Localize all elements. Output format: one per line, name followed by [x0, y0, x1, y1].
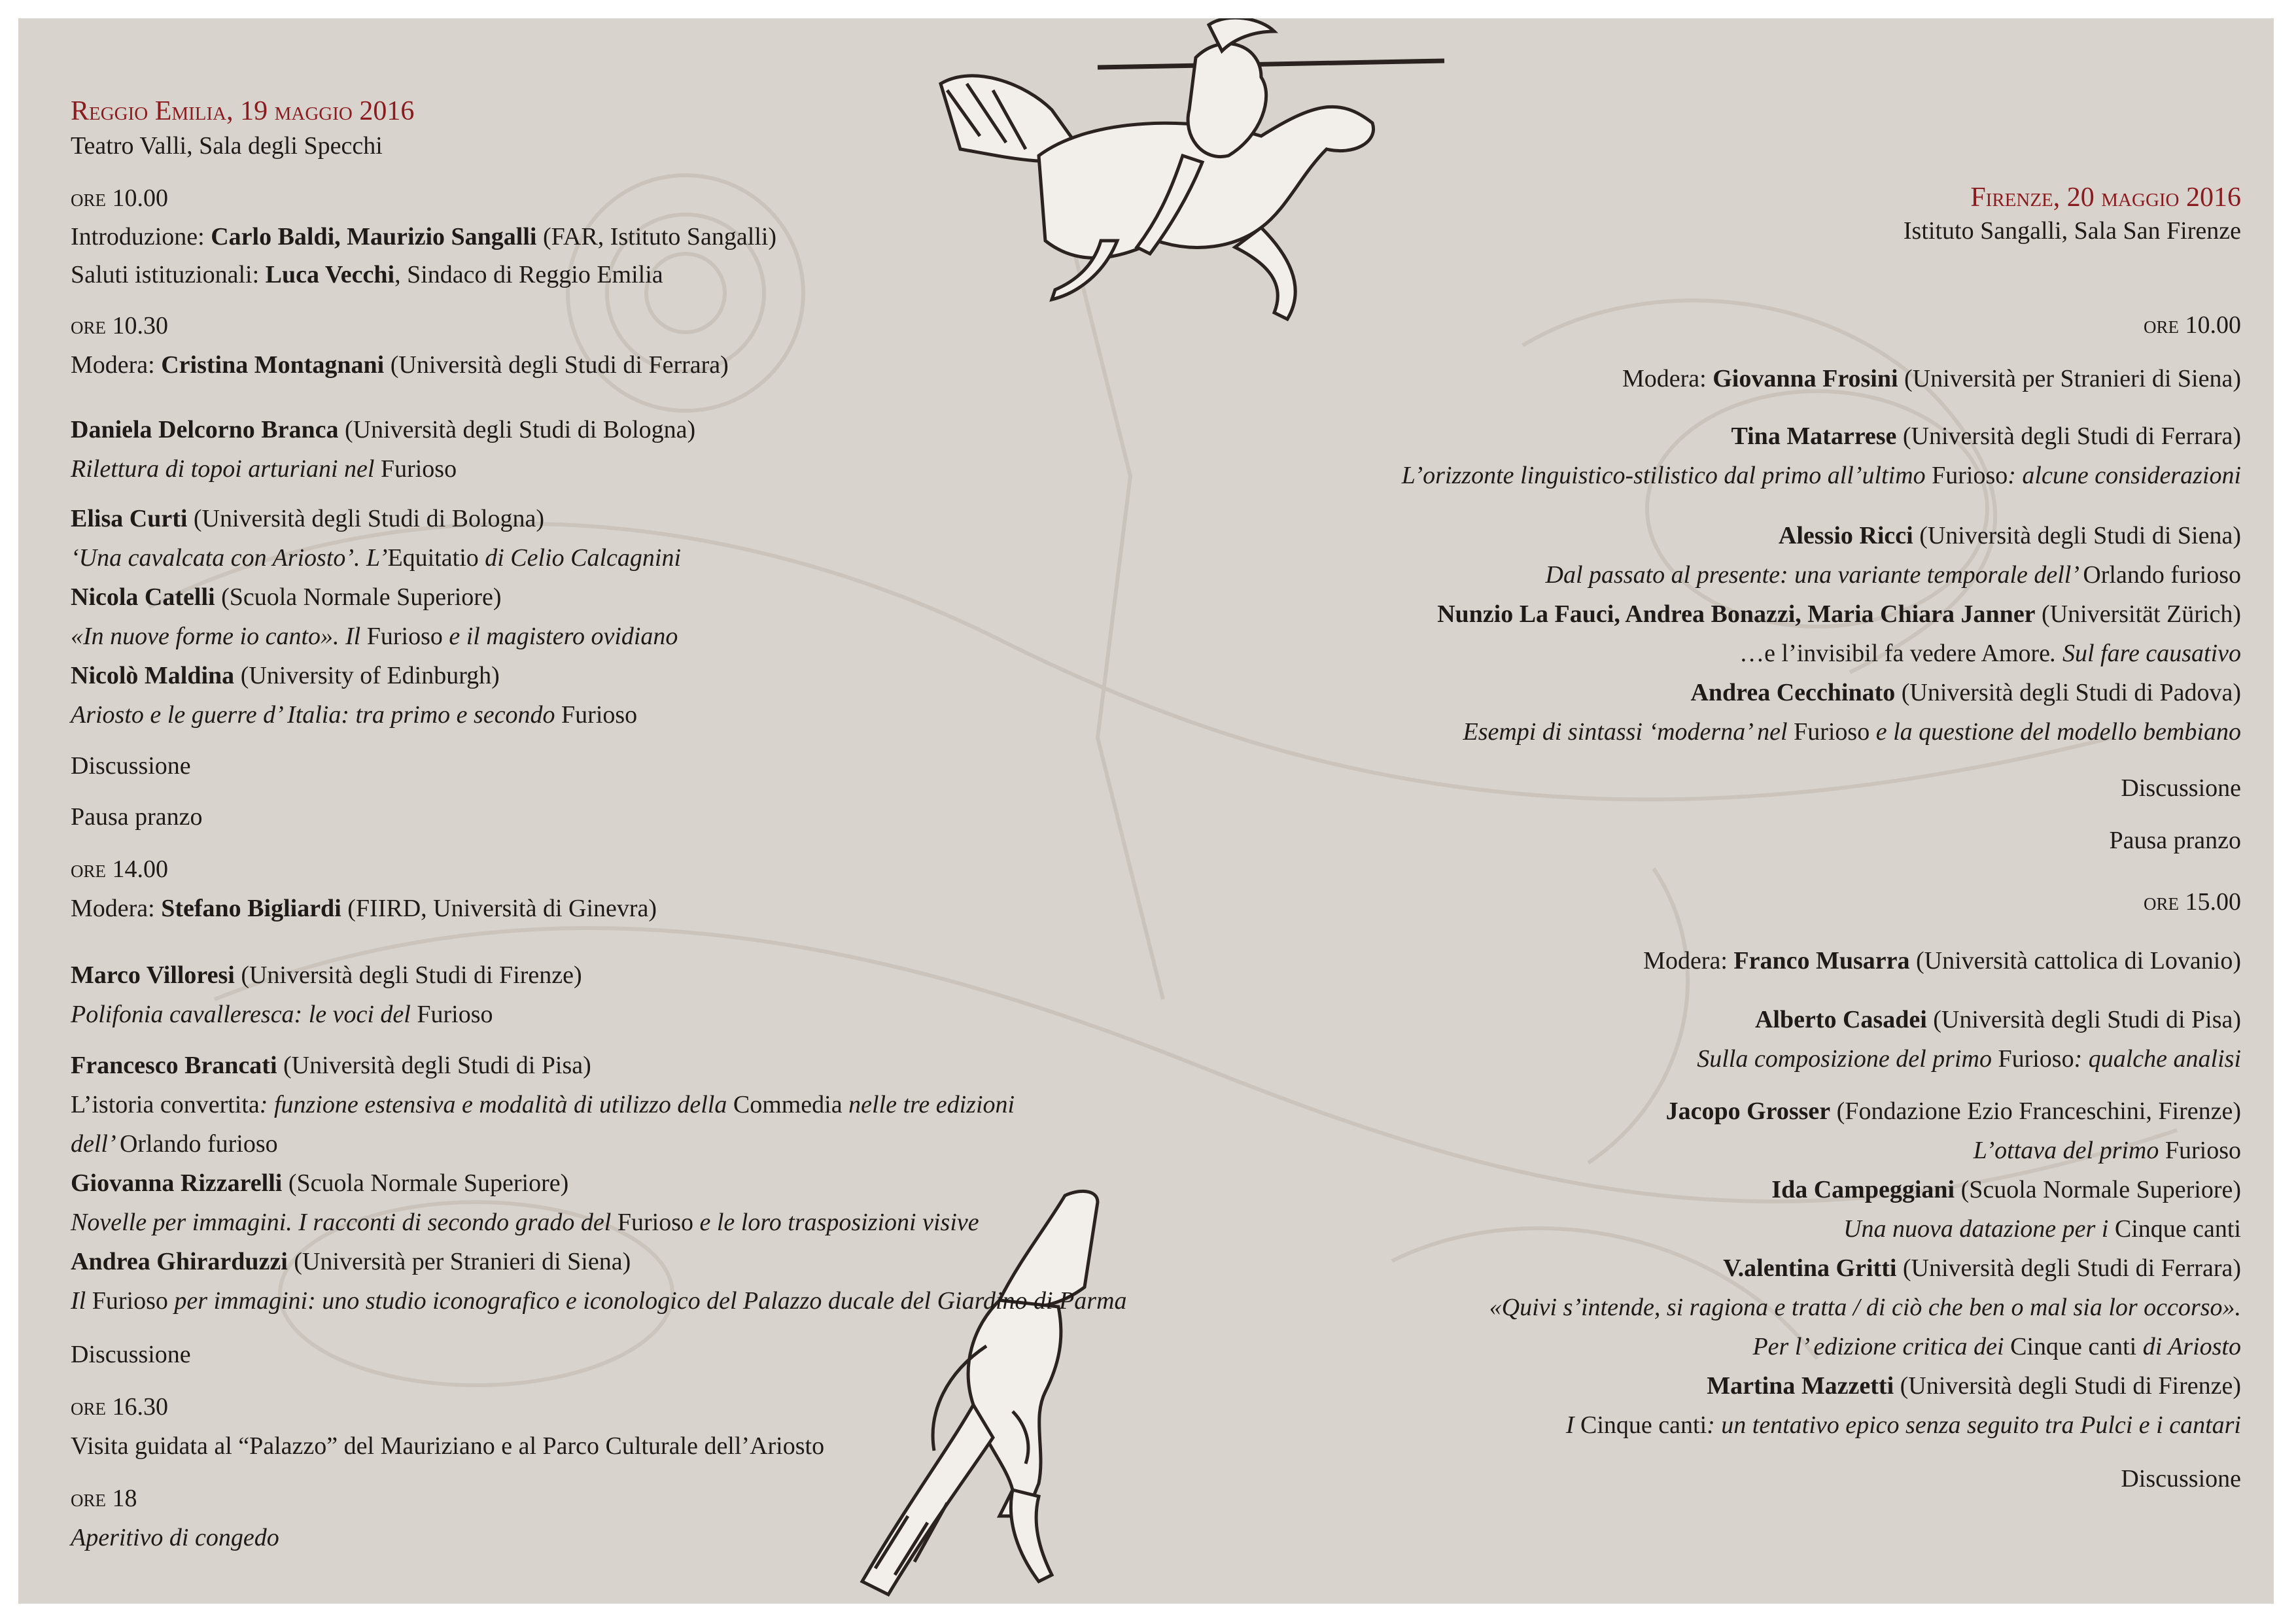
- day2-talk-title: Una nuova datazione per i Cinque canti: [1843, 1215, 2241, 1243]
- day1-talk-title: ‘Una cavalcata con Ariosto’. L’Equitatio di Celio Calcagnini: [71, 544, 682, 572]
- day2-speaker: Jacopo Grosser (Fondazione Ezio Franceschini, Firenze): [1665, 1097, 2241, 1125]
- day1-time-1400: ore 14.00: [71, 855, 168, 883]
- day1-talk-title: Novelle per immagini. I racconti di secondo grado del Furioso e le loro trasposizioni visive: [71, 1209, 979, 1236]
- day1-speaker: Francesco Brancati (Università degli Studi di Pisa): [71, 1052, 591, 1079]
- day1-discussion: Discussione: [71, 752, 191, 780]
- program-sheet: [18, 18, 2274, 1604]
- day1-chair-2: Modera: Stefano Bigliardi (FIIRD, Università di Ginevra): [71, 895, 657, 922]
- day1-time-1630: ore 16.30: [71, 1393, 168, 1421]
- day2-talk-title: Sulla composizione del primo Furioso: qualche analisi: [1697, 1045, 2241, 1073]
- day1-speaker: Marco Villoresi (Università degli Studi di Firenze): [71, 961, 582, 989]
- day2-speaker: Ida Campeggiani (Scuola Normale Superiore): [1771, 1176, 2241, 1203]
- day1-chair-1: Modera: Cristina Montagnani (Università degli Studi di Ferrara): [71, 351, 729, 379]
- day1-time-18: ore 18: [71, 1485, 137, 1512]
- day2-speaker: Tina Matarrese (Università degli Studi di Ferrara): [1731, 423, 2241, 450]
- day1-talk-title: Ariosto e le guerre d’ Italia: tra primo e secondo Furioso: [71, 701, 638, 729]
- day2-chair-1: Modera: Giovanna Frosini (Università per Stranieri di Siena): [1622, 365, 2241, 392]
- day1-talk-title: Rilettura di topoi arturiani nel Furioso: [71, 455, 457, 483]
- day2-chair-2: Modera: Franco Musarra (Università cattolica di Lovanio): [1643, 947, 2241, 975]
- day1-city-date: Reggio Emilia, 19 maggio 2016: [71, 96, 415, 126]
- day2-discussion: Discussione: [2121, 1465, 2241, 1493]
- day1-speaker: Daniela Delcorno Branca (Università degli Studi di Bologna): [71, 416, 696, 443]
- day1-speaker: Andrea Ghirarduzzi (Università per Stranieri di Siena): [71, 1248, 631, 1275]
- day2-speaker: Alessio Ricci (Università degli Studi di Siena): [1778, 522, 2241, 549]
- day1-speaker: Giovanna Rizzarelli (Scuola Normale Superiore): [71, 1169, 569, 1197]
- day2-city-date: Firenze, 20 maggio 2016: [1970, 182, 2241, 213]
- day1-talk-title: Il Furioso per immagini: uno studio iconografico e iconologico del Palazzo ducale del Giardino di Parma: [71, 1287, 1127, 1315]
- day2-time-1500: ore 15.00: [2144, 888, 2241, 916]
- day2-speaker: Alberto Casadei (Università degli Studi di Pisa): [1754, 1006, 2241, 1033]
- day1-guided-visit: Visita guidata al “Palazzo” del Mauriziano e al Parco Culturale dell’Ariosto: [71, 1432, 825, 1460]
- day1-speaker: Elisa Curti (Università degli Studi di Bologna): [71, 505, 545, 532]
- day1-talk-title-cont: dell’ Orlando furioso: [71, 1130, 278, 1158]
- day1-talk-title: Polifonia cavalleresca: le voci del Furioso: [71, 1001, 493, 1028]
- day2-talk-title-cont: Per l’ edizione critica dei Cinque canti di Ariosto: [1752, 1333, 2241, 1360]
- day1-venue: Teatro Valli, Sala degli Specchi: [71, 132, 383, 160]
- day2-speaker: V.alentina Gritti (Università degli Studi di Ferrara): [1723, 1254, 2241, 1282]
- day2-venue: Istituto Sangalli, Sala San Firenze: [1903, 217, 2241, 245]
- day2-talk-title: «Quivi s’intende, si ragiona e tratta / di ciò che ben o mal sia lor occorso».: [1489, 1294, 2241, 1321]
- day2-speaker: Martina Mazzetti (Università degli Studi di Firenze): [1707, 1372, 2241, 1400]
- day2-talk-title: L’ottava del primo Furioso: [1973, 1137, 2241, 1164]
- day2-talk-title: Esempi di sintassi ‘moderna’ nel Furioso e la questione del modello bembiano: [1463, 718, 2241, 746]
- day2-lunch: Pausa pranzo: [2109, 827, 2241, 854]
- day1-speaker: Nicolò Maldina (University of Edinburgh): [71, 662, 500, 689]
- day2-discussion: Discussione: [2121, 774, 2241, 802]
- day2-time-1000: ore 10.00: [2144, 311, 2241, 339]
- day1-time-1000: ore 10.00: [71, 184, 168, 212]
- day1-talk-title: L’istoria convertita: funzione estensiva e modalità di utilizzo della Commedia nelle tre edizioni: [71, 1091, 1015, 1118]
- day1-lunch: Pausa pranzo: [71, 803, 203, 831]
- giant-figure-illustration: [849, 1176, 1150, 1604]
- day2-talk-title: Dal passato al presente: una variante temporale dell’ Orlando furioso: [1545, 561, 2241, 589]
- day2-speaker: Nunzio La Fauci, Andrea Bonazzi, Maria Chiara Janner (Universität Zürich): [1437, 600, 2241, 628]
- day1-time-1030: ore 10.30: [71, 312, 168, 339]
- day1-intro: Introduzione: Carlo Baldi, Maurizio Sangalli (FAR, Istituto Sangalli): [71, 223, 777, 250]
- day2-talk-title: L’orizzonte linguistico-stilistico dal primo all’ultimo Furioso: alcune considerazioni: [1401, 462, 2241, 489]
- day1-speaker: Nicola Catelli (Scuola Normale Superiore): [71, 583, 502, 611]
- day2-talk-title: I Cinque canti: un tentativo epico senza seguito tra Pulci e i cantari: [1565, 1411, 2241, 1439]
- day1-greetings: Saluti istituzionali: Luca Vecchi, Sindaco di Reggio Emilia: [71, 261, 663, 288]
- day2-talk-title: …e l’invisibil fa vedere Amore. Sul fare causativo: [1739, 640, 2241, 667]
- day2-speaker: Andrea Cecchinato (Università degli Studi di Padova): [1690, 679, 2241, 706]
- day1-talk-title: «In nuove forme io canto». Il Furioso e il magistero ovidiano: [71, 623, 678, 650]
- day1-discussion: Discussione: [71, 1341, 191, 1368]
- knight-on-horse-illustration: [921, 18, 1457, 345]
- day1-aperitivo: Aperitivo di congedo: [71, 1524, 279, 1551]
